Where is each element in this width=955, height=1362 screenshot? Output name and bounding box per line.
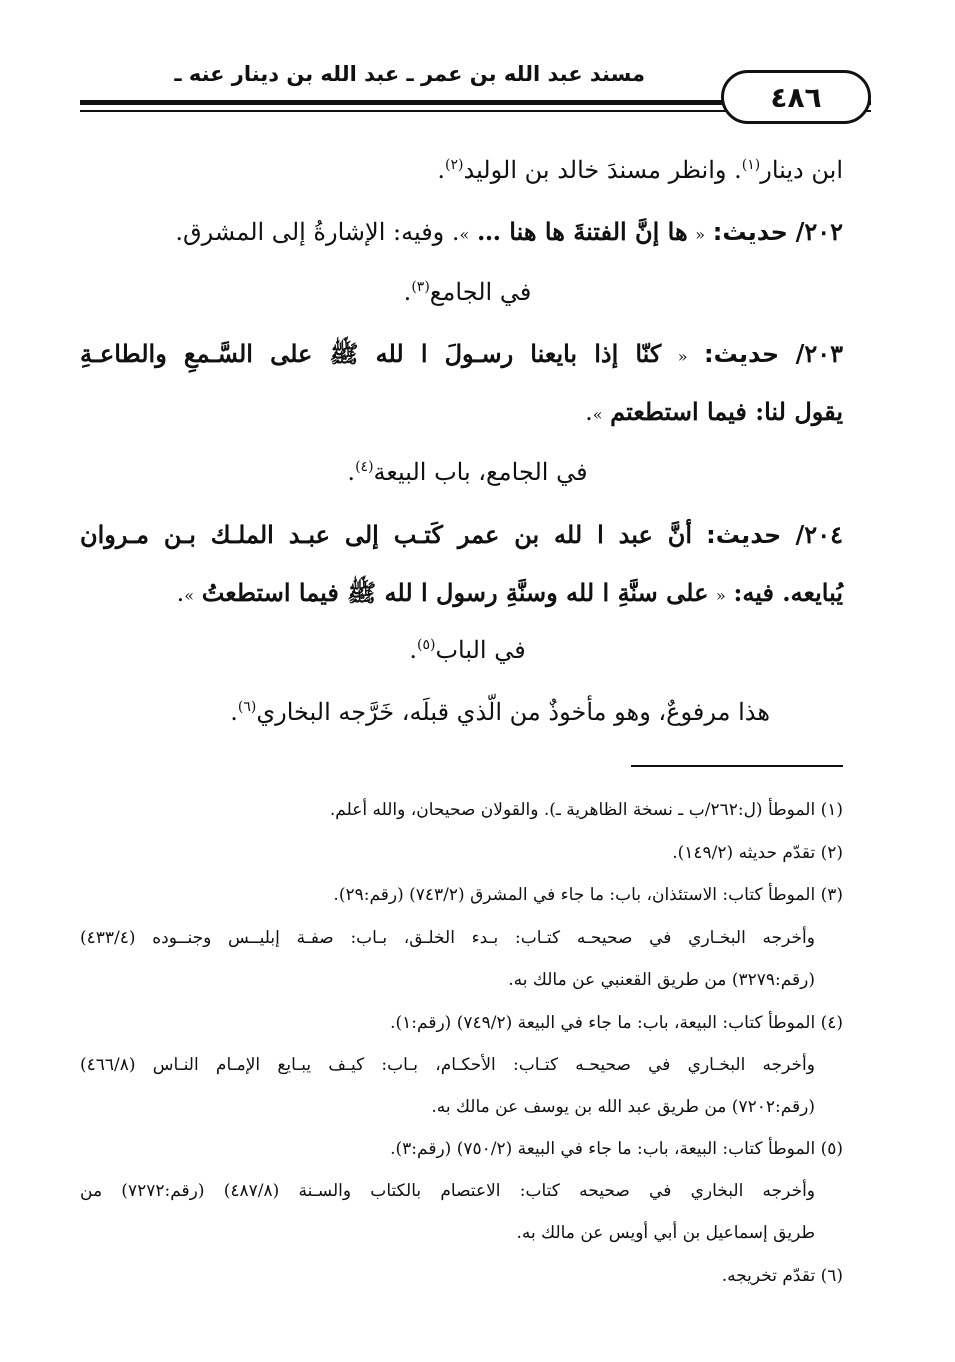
footnote-3: (٣) الموطأ كتاب: الاستئذان، باب: ما جاء في المشرق (٧٤٣/٢) (رقم:٢٩). — [333, 885, 843, 905]
quote-open-mark: « — [677, 347, 688, 366]
hadith-203-reference — [120, 452, 815, 492]
intro-end: . — [437, 156, 445, 184]
running-header-title: مسند عبد الله بن عمر ـ عبد الله بن دينار عنه ـ — [174, 62, 645, 86]
hadith-202-number: ٢٠٢/ — [795, 217, 843, 246]
hadith-202-label: حديث: — [712, 218, 788, 246]
footnote-5-continuation-2: طريق إسماعيل بن أبي أويس عن مالك به. — [516, 1223, 815, 1243]
hadith-203-quote-line-2: يقول لنا: فيما استطعتم — [610, 397, 843, 426]
hadith-204-text-line-2: يُبايعه. فيه: — [733, 578, 843, 607]
footnote-ref-3: (٣) — [411, 279, 430, 295]
footnote-5-continuation-1: وأخرجه البخاري في صحيحه كتاب: الاعتصام بالكتاب والسـنة (٤٨٧/٨) (رقم:٧٢٧٢) من — [80, 1181, 816, 1201]
reference-end: . — [409, 636, 417, 664]
hadith-203-quote-line-1: كنّا إذا بايعنا رسـولَ ا لله ﷺ على السَّـمعِ والطاعـةِ — [80, 339, 662, 368]
hadith-203-number: ٢٠٣/ — [795, 339, 843, 368]
closing-remark — [80, 692, 770, 732]
closing-text: هذا مرفوعٌ، وهو مأخوذٌ من الّذي قبلَه، خَرَّجه البخاري — [256, 698, 770, 726]
footnote-ref-2: (٢) — [445, 157, 464, 173]
footnote-6: (٦) تقدّم تخريجه. — [721, 1266, 843, 1286]
reference-text: في الجامع — [429, 278, 532, 306]
reference-text: في الجامع، باب البيعة — [373, 458, 588, 486]
hadith-204-quote: على سنَّةِ ا لله وسنَّةِ رسول ا لله ﷺ فيما استطعتُ — [201, 578, 709, 607]
quote-close-mark: » — [459, 225, 470, 244]
hadith-203-line-1 — [80, 334, 843, 377]
intro-text-b: . وانظر مسندَ خالد بن الوليد — [463, 156, 742, 184]
hadith-203-label: حديث: — [703, 340, 780, 368]
footnote-4-continuation-2: (رقم:٧٢٠٢) من طريق عبد الله بن يوسف عن مالك به. — [431, 1097, 815, 1117]
quote-open-mark: « — [695, 225, 706, 244]
intro-line — [80, 150, 843, 190]
quote-open-mark: « — [716, 586, 726, 605]
hadith-203-end: . — [585, 398, 593, 426]
closing-end: . — [230, 698, 238, 726]
footnote-1: (١) الموطأ (ل:٢٦٢/ب ـ نسخة الظاهرية ـ). والقولان صحيحان، والله أعلم. — [329, 800, 843, 820]
page-number-badge: ٤٨٦ — [721, 70, 871, 124]
footnote-4: (٤) الموطأ كتاب: البيعة، باب: ما جاء في البيعة (٧٤٩/٢) (رقم:١). — [390, 1013, 843, 1033]
footnote-ref-1: (١) — [741, 157, 761, 173]
hadith-202-reference — [120, 272, 815, 312]
hadith-202-line — [80, 212, 843, 255]
hadith-202-rest: . وفيه: الإشارةُ إلى المشرق. — [175, 218, 460, 246]
hadith-204-text-line-1: أنَّ عبد ا لله بن عمر كَتـب إلى عبـد الملـك بـن مـروان — [80, 520, 692, 549]
reference-text: في الباب — [435, 636, 526, 664]
footnote-separator — [631, 765, 843, 767]
footnote-ref-4: (٤) — [355, 459, 374, 475]
footnote-2: (٢) تقدّم حديثه (١٤٩/٢). — [672, 843, 843, 863]
hadith-202-quote: ها إنَّ الفتنةَ ها هنا … — [476, 217, 688, 246]
hadith-204-number: ٢٠٤/ — [795, 520, 843, 549]
footnote-5: (٥) الموطأ كتاب: البيعة، باب: ما جاء في البيعة (٧٥٠/٢) (رقم:٣). — [390, 1139, 843, 1159]
hadith-204-line-2 — [80, 573, 843, 616]
footnote-3-continuation-1: وأخرجه البخـاري في صحيحـه كتـاب: بـدء الخلـق، بـاب: صفـة إبليــس وجنــوده (٤٣٣/٤) — [80, 928, 815, 948]
footnote-ref-6: (٦) — [237, 699, 257, 715]
reference-end: . — [403, 278, 412, 306]
hadith-204-label: حديث: — [706, 521, 782, 549]
footnote-4-continuation-1: وأخرجه البخـاري في صحيحـه كتـاب: الأحكـام، بـاب: كيـف يبـايع الإمـام النـاس (٤٦٦/٨) — [80, 1055, 815, 1075]
footnote-3-continuation-2: (رقم:٣٢٧٩) من طريق القعنبي عن مالك به. — [508, 970, 815, 990]
intro-text-a: ابن دينار — [760, 156, 843, 184]
quote-close-mark: » — [592, 405, 603, 424]
footnote-ref-5: (٥) — [416, 637, 436, 653]
hadith-204-end: . — [176, 579, 185, 607]
hadith-203-line-2 — [80, 392, 843, 435]
quote-close-mark: » — [184, 586, 195, 605]
reference-end: . — [347, 458, 356, 486]
hadith-204-line-1 — [80, 515, 843, 555]
hadith-204-reference — [120, 630, 815, 670]
